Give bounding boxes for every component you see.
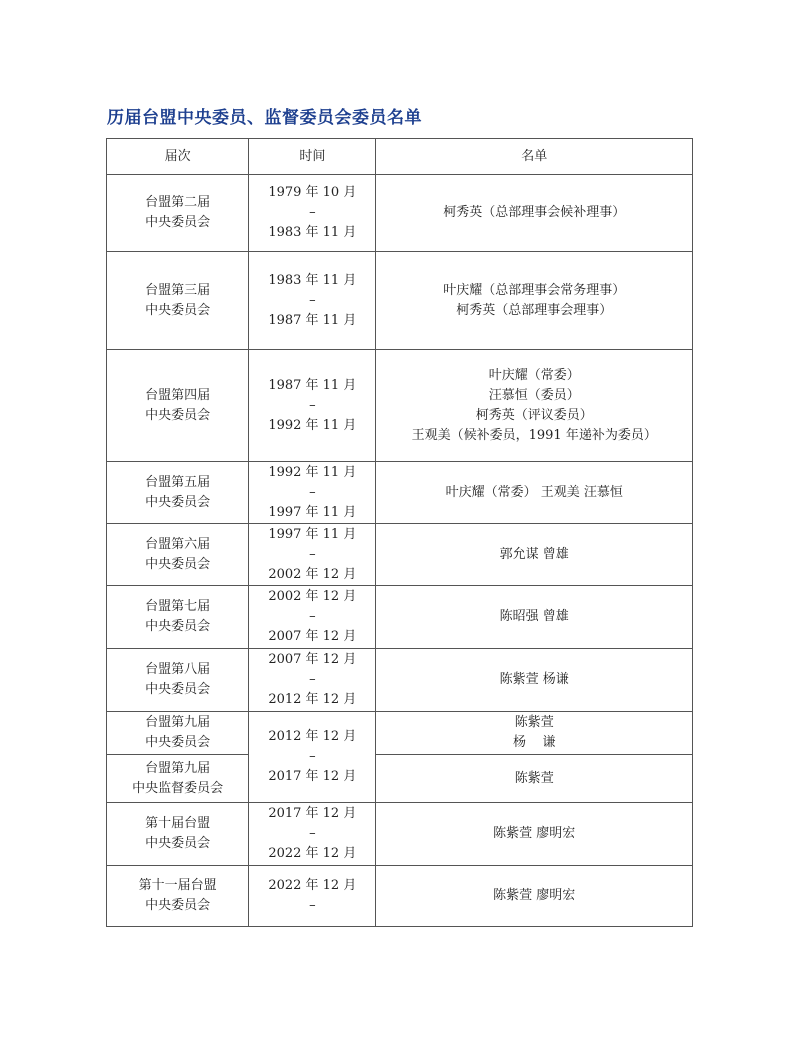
time-cell: 1992 年 11 月 – 1997 年 11 月 <box>249 462 376 524</box>
session-cell: 台盟第七届 中央委员会 <box>107 586 249 649</box>
names-cell: 陈紫萱 廖明宏 <box>376 803 693 866</box>
time-cell: 1979 年 10 月 – 1983 年 11 月 <box>249 175 376 252</box>
session-cell: 台盟第五届 中央委员会 <box>107 462 249 524</box>
time-cell: 2017 年 12 月 – 2022 年 12 月 <box>249 803 376 866</box>
time-cell: 1997 年 11 月 – 2002 年 12 月 <box>249 524 376 586</box>
table-row <box>107 350 693 462</box>
names-cell: 陈紫萱 <box>376 755 693 803</box>
session-cell: 台盟第四届 中央委员会 <box>107 350 249 462</box>
time-cell: 1987 年 11 月 – 1992 年 11 月 <box>249 350 376 462</box>
session-cell: 台盟第二届 中央委员会 <box>107 175 249 252</box>
page-title: 历届台盟中央委员、监督委员会委员名单 <box>107 108 422 128</box>
table-row <box>107 649 693 712</box>
time-cell: 2002 年 12 月 – 2007 年 12 月 <box>249 586 376 649</box>
names-cell: 叶庆耀（常委） 汪慕恒（委员） 柯秀英（评议委员） 王观美（候补委员，1991 年递补为委员） <box>376 350 693 462</box>
header-names: 名单 <box>376 139 693 175</box>
header-session: 届次 <box>107 139 249 175</box>
names-cell: 郭允谋 曾雄 <box>376 524 693 586</box>
names-cell: 陈紫萱 杨 谦 <box>376 712 693 755</box>
header-row <box>107 139 693 175</box>
table-row <box>107 524 693 586</box>
time-cell: 1983 年 11 月 – 1987 年 11 月 <box>249 252 376 350</box>
names-cell: 叶庆耀（常委） 王观美 汪慕恒 <box>376 462 693 524</box>
table-row <box>107 175 693 252</box>
session-cell: 第十一届台盟 中央委员会 <box>107 866 249 927</box>
time-cell: 2022 年 12 月 – <box>249 866 376 927</box>
session-cell: 台盟第九届 中央监督委员会 <box>107 755 249 803</box>
table-row <box>107 755 693 803</box>
names-cell: 陈紫萱 廖明宏 <box>376 866 693 927</box>
table-row <box>107 586 693 649</box>
table-row <box>107 462 693 524</box>
session-cell: 台盟第九届 中央委员会 <box>107 712 249 755</box>
session-cell: 台盟第八届 中央委员会 <box>107 649 249 712</box>
table-row <box>107 252 693 350</box>
names-cell: 叶庆耀（总部理事会常务理事） 柯秀英（总部理事会理事） <box>376 252 693 350</box>
time-cell: 2012 年 12 月 – 2017 年 12 月 <box>249 712 376 803</box>
session-cell: 台盟第六届 中央委员会 <box>107 524 249 586</box>
roster-table <box>106 138 693 927</box>
table-row <box>107 866 693 927</box>
table-row <box>107 712 693 755</box>
names-cell: 柯秀英（总部理事会候补理事） <box>376 175 693 252</box>
table-row <box>107 803 693 866</box>
time-cell: 2007 年 12 月 – 2012 年 12 月 <box>249 649 376 712</box>
names-cell: 陈昭强 曾雄 <box>376 586 693 649</box>
session-cell: 台盟第三届 中央委员会 <box>107 252 249 350</box>
names-cell: 陈紫萱 杨谦 <box>376 649 693 712</box>
header-time: 时间 <box>249 139 376 175</box>
session-cell: 第十届台盟 中央委员会 <box>107 803 249 866</box>
